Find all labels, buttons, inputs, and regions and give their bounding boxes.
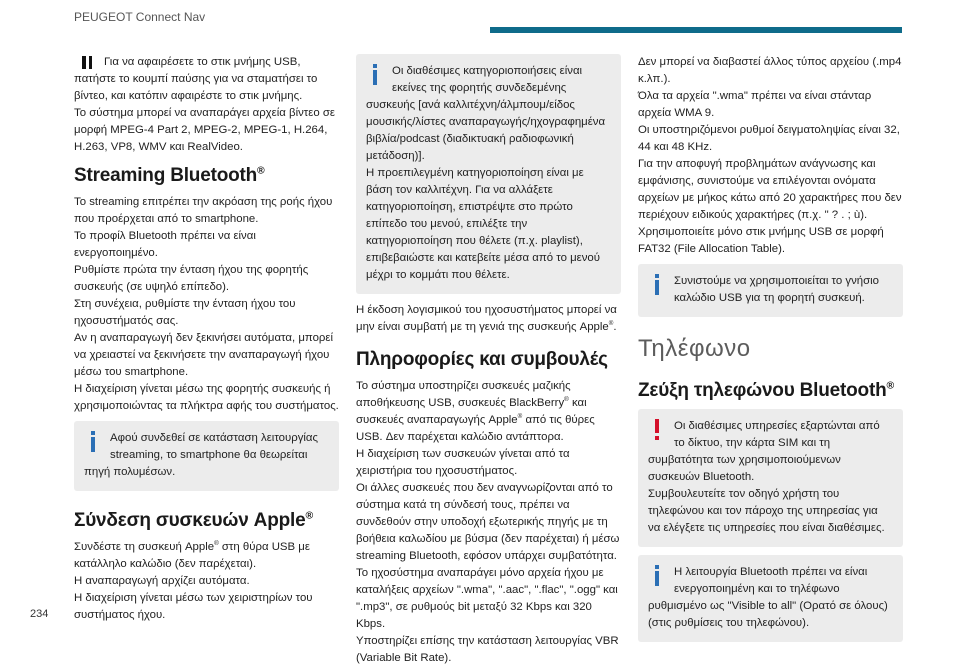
info-icon — [86, 430, 102, 452]
apple-text-1: Συνδέστε τη συσκευή Apple® στη θύρα USB με κατάλληλο καλώδιο (δεν παρέχεται). — [74, 540, 310, 570]
software-compat-paragraph: Η έκδοση λογισμικού του ηχοσυστήματος μπορεί να μην είναι συμβατή με τη γενιά της συσκευής Apple®. — [356, 304, 617, 333]
bluetooth-pairing-heading: Ζεύξη τηλεφώνου Bluetooth® — [638, 380, 894, 401]
streaming-text-5: Αν η αναπαραγωγή δεν ξεκινήσει αυτόματα, μπορεί να χρειαστεί να ξεκινήσετε την αναπαραγωγή ήχου μέσω του smartphone. — [74, 332, 333, 378]
wma-paragraph: Όλα τα αρχεία ".wma" πρέπει να είναι στάνταρ αρχεία WMA 9. — [638, 90, 872, 119]
page-header — [0, 0, 960, 40]
streaming-text-2: Το προφίλ Bluetooth πρέπει να είναι ενεργοποιημένο. — [74, 230, 256, 259]
video-formats-paragraph: Το σύστημα μπορεί να αναπαράγει αρχεία βίντεο σε μορφή MPEG-4 Part 2, MPEG-2, MPEG-1, H.264, H.263, VP8, WMV και RealVideo. — [74, 107, 335, 153]
streaming-text-4: Στη συνέχεια, ρυθμίστε την ένταση ήχου του ηχοσυστήματός σας. — [74, 298, 296, 327]
info-box-streaming: Αφού συνδεθεί σε κατάσταση λειτουργίας streaming, το smartphone θα θεωρείται πηγή πολυμέσων. — [74, 421, 339, 491]
info-box-usb-cable: Συνιστούμε να χρησιμοποιείται το γνήσιο καλώδιο USB για τη φορητή συσκευή. — [638, 264, 903, 317]
sampling-paragraph: Οι υποστηριζόμενοι ρυθμοί δειγματοληψίας είναι 32, 44 και 48 KHz. — [638, 124, 900, 153]
streaming-text-6: Η διαχείριση γίνεται μέσω της φορητής συσκευής ή χρησιμοποιώντας τα πλήκτρα αφής του συστήματος. — [74, 383, 339, 412]
info-text-1: Το σύστημα υποστηρίζει συσκευές μαζικής αποθήκευσης USB, συσκευές BlackBerry® και συσκευές αναπαραγωγής Apple® από τις θύρες USB. Δεν παρέχεται καλώδιο αντάπτορα. — [356, 380, 595, 443]
info-icon — [650, 564, 666, 586]
warning-icon — [650, 418, 666, 440]
info-advice-heading: Πληροφορίες και συμβουλές — [356, 349, 608, 370]
warning-box-services: Οι διαθέσιμες υπηρεσίες εξαρτώνται από το δίκτυο, την κάρτα SIM και τη συμβατότητα των χρησιμοποιούμενων συσκευών Bluetooth. Συμβουλευτείτε τον οδηγό χρήστη του τηλεφώνου και τον πάροχο της υπηρεσίας για να ελέγξετε τις υπηρεσίες που είναι διαθέσιμες. — [638, 409, 903, 547]
streaming-heading: Streaming Bluetooth® — [74, 165, 265, 186]
info-text-2: Η διαχείριση των συσκευών γίνεται από τα χειριστήρια του ηχοσυστήματος. — [356, 448, 570, 477]
filename-paragraph: Για την αποφυγή προβλημάτων ανάγνωσης και εμφάνισης, συνιστούμε να επιλέγονται ονόματα αρχείων με μήκος κάτω από 20 χαρακτήρες που δεν περιέχουν ειδικούς χαρακτήρες (π.χ. " ? . ; ù). — [638, 158, 902, 221]
file-type-paragraph: Δεν μπορεί να διαβαστεί άλλος τύπος αρχείου (.mp4 κ.λπ.). — [638, 56, 902, 85]
apple-text-2: Η αναπαραγωγή αρχίζει αυτόματα. — [74, 575, 250, 587]
streaming-text-1: Το streaming επιτρέπει την ακρόαση της ροής ήχου που προέρχεται από το smartphone. — [74, 196, 333, 225]
info-box-categories: Οι διαθέσιμες κατηγοριοποιήσεις είναι εκείνες της φορητής συνδεδεμένης συσκευής [ανά καλλιτέχνη/άλμπουμ/είδος μουσικής/λίστες αναπαραγωγής/ηχογραφημένα βιβλία/podcast (διαδικτυακή ραδιοφωνική μετάδοση)]. Η προεπιλεγμένη κατηγοριοποίηση είναι με βάση τον καλλιτέχνη. Για να αλλάξετε κατηγοριοποίηση, επιστρέψτε στο πρώτο επίπεδο του μενού, επιλέξτε την κατηγοριοποίηση που θέλετε (π.χ. playlist), επιβεβαιώστε και κατεβείτε μέσα από το μενού μέχρι το κομμάτι που θέλετε. — [356, 54, 621, 294]
apple-heading: Σύνδεση συσκευών Apple® — [74, 510, 313, 531]
header-title: PEUGEOT Connect Nav — [74, 10, 206, 24]
column-2 — [356, 54, 621, 667]
header-accent-bar — [490, 27, 902, 33]
pause-icon — [82, 56, 92, 69]
info-box-bluetooth-visible: Η λειτουργία Bluetooth πρέπει να είναι ενεργοποιημένη και το τηλέφωνο ρυθμισμένο ως "Visible to all" (Ορατό σε όλους) (στις ρυθμίσεις του τηλεφώνου). — [638, 555, 903, 642]
info-icon — [368, 63, 384, 85]
column-3 — [638, 54, 903, 650]
info-text-3: Οι άλλες συσκευές που δεν αναγνωρίζονται από το σύστημα κατά τη σύνδεσή τους, πρέπει να συνδεθούν στην υποδοχή εξωτερικής πηγής με τη βοήθεια καλωδίου με βύσμα (δεν παρέχεται) ή μέσω streaming Bluetooth, εφόσον υπάρχει συμβατότητα. — [356, 482, 620, 562]
column-1 — [74, 54, 339, 624]
streaming-text-3: Ρυθμίστε πρώτα την ένταση ήχου της φορητής συσκευής (σε υψηλό επίπεδο). — [74, 264, 309, 293]
fat32-paragraph: Χρησιμοποιείτε μόνο στικ μνήμης USB σε μορφή FAT32 (File Allocation Table). — [638, 226, 884, 255]
info-icon — [650, 273, 666, 295]
telephone-section-title: Τηλέφωνο — [638, 335, 751, 362]
info-text-4: Το ηχοσύστημα αναπαράγει μόνο αρχεία ήχου με καταλήξεις αρχείων ".wma", ".aac", ".flac", ".ogg" και ".mp3", σε ρυθμούς bit μεταξύ 32 Kbps και 320 Kbps. — [356, 567, 618, 630]
info-text-5: Υποστηρίζει επίσης την κατάσταση λειτουργίας VBR (Variable Bit Rate). — [356, 635, 619, 664]
apple-text-3: Η διαχείριση γίνεται μέσω των χειριστηρίων του συστήματος ήχου. — [74, 592, 313, 621]
page-number: 234 — [30, 608, 49, 620]
usb-removal-paragraph: Για να αφαιρέσετε το στικ μνήμης USB, πατήστε το κουμπί παύσης για να σταματήσει το βίντεο, και κατόπιν αφαιρέστε το στικ μνήμης. — [74, 56, 318, 102]
